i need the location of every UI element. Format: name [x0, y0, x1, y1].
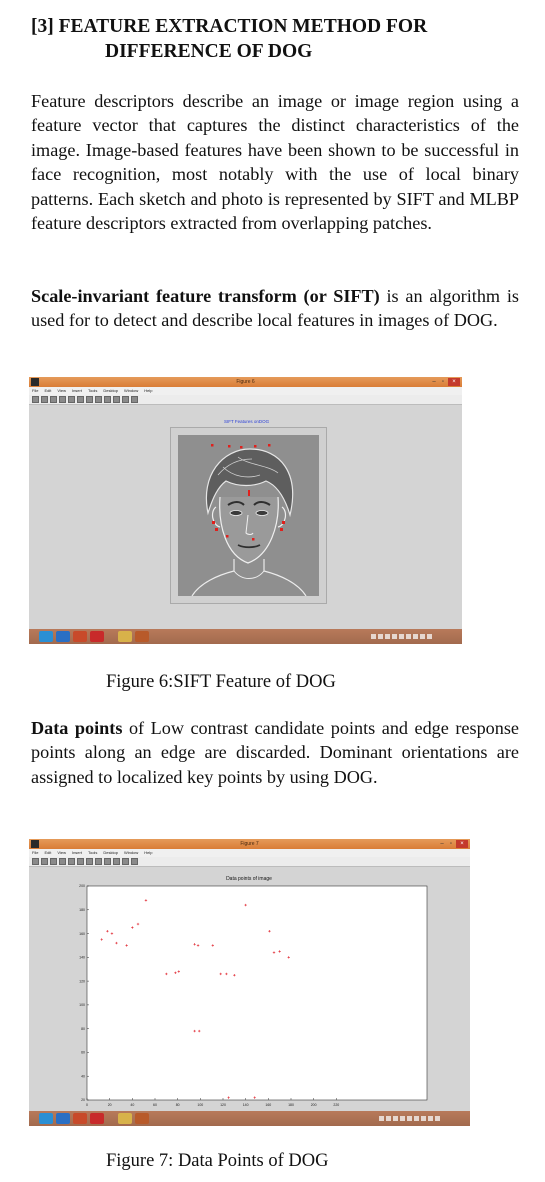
menu-insert[interactable]: Insert: [71, 850, 82, 855]
x-tick-label: 100: [197, 1103, 204, 1107]
taskbar-clock: [458, 631, 459, 641]
pdf-icon[interactable]: [90, 1113, 104, 1124]
menu-insert[interactable]: Insert: [71, 388, 82, 393]
data-cursor-icon[interactable]: [113, 858, 120, 865]
x-tick-label: 80: [175, 1103, 180, 1107]
ie-icon[interactable]: [39, 631, 53, 642]
menu-file[interactable]: File: [32, 388, 39, 393]
colorbar-icon[interactable]: [122, 396, 129, 403]
figure6-menubar: [29, 387, 462, 395]
menu-help[interactable]: Help: [144, 388, 153, 393]
save-icon[interactable]: [50, 396, 57, 403]
figure6-plot-title: SIFT Features onDOG: [224, 419, 270, 424]
menu-window[interactable]: Window: [124, 850, 139, 855]
data-cursor-icon[interactable]: [113, 396, 120, 403]
figure7-caption: Figure 7: Data Points of DOG: [106, 1151, 329, 1171]
figure7-window-title: Figure 7: [240, 841, 259, 847]
x-tick-label: 60: [153, 1103, 157, 1107]
x-tick-label: 0: [86, 1103, 88, 1107]
y-tick-label: 40: [81, 1074, 85, 1079]
media-icon[interactable]: [73, 1113, 87, 1124]
section-heading-line1: [3] FEATURE EXTRACTION METHOD FOR: [31, 16, 428, 37]
media-icon[interactable]: [73, 631, 87, 642]
open-icon[interactable]: [41, 396, 48, 403]
section-heading-line2: DIFFERENCE OF DOG: [105, 41, 313, 62]
pointer-icon[interactable]: [68, 396, 75, 403]
x-tick-label: 20: [107, 1103, 112, 1107]
menu-file[interactable]: File: [32, 850, 39, 855]
y-tick-label: 20: [81, 1098, 85, 1103]
folder-icon[interactable]: [118, 1113, 132, 1124]
sift-face-image: [178, 435, 319, 596]
y-tick-label: 80: [81, 1026, 85, 1031]
menu-tools[interactable]: Tools: [87, 850, 98, 855]
zoom-out-icon[interactable]: [86, 396, 93, 403]
legend-icon[interactable]: [131, 858, 138, 865]
pan-icon[interactable]: [95, 396, 102, 403]
y-tick-label: 120: [79, 979, 85, 984]
sift-term: Scale-invariant feature transform (or SIFT): [31, 286, 380, 306]
taskbar-clock: [466, 1113, 467, 1123]
rotate-icon[interactable]: [104, 858, 111, 865]
print-icon[interactable]: [59, 858, 66, 865]
menu-help[interactable]: Help: [144, 850, 153, 855]
save-icon[interactable]: [50, 858, 57, 865]
x-tick-label: 220: [333, 1103, 340, 1107]
paragraph-feature-descriptors: Feature descriptors describe an image or image region using a feature vector that captures the distinct characteristics of the image. Image-based features have been shown to be successful in face recognition, most notably with the use of local binary patterns. Each sketch and photo is represented by SIFT and MLBP feature descriptors extracted from overlapping patches.: [31, 91, 519, 234]
folder-icon[interactable]: [118, 631, 132, 642]
section-heading: [31, 14, 521, 64]
zoom-in-icon[interactable]: [77, 858, 84, 865]
figure6-caption: Figure 6:SIFT Feature of DOG: [106, 672, 336, 692]
menu-view[interactable]: View: [57, 388, 66, 393]
y-tick-label: 200: [79, 884, 85, 889]
colorbar-icon[interactable]: [122, 858, 129, 865]
figure7-menubar: [29, 849, 470, 857]
close-icon[interactable]: ×: [456, 840, 468, 848]
menu-view[interactable]: View: [57, 850, 66, 855]
legend-icon[interactable]: [131, 396, 138, 403]
figure6-window-title: Figure 6: [236, 379, 255, 385]
skype-icon[interactable]: [56, 1113, 70, 1124]
system-tray: [371, 634, 432, 639]
close-icon[interactable]: ×: [448, 378, 460, 386]
plot-area: [87, 886, 427, 1100]
system-tray: [379, 1116, 440, 1121]
menu-window[interactable]: Window: [124, 388, 139, 393]
x-tick-label: 120: [220, 1103, 226, 1107]
rotate-icon[interactable]: [104, 396, 111, 403]
sift-text: is an algorithm is used for to detect and describe local features in images of DOG.: [31, 286, 519, 331]
maximize-icon[interactable]: ▫: [441, 379, 445, 385]
y-tick-label: 100: [79, 1003, 85, 1008]
new-figure-icon[interactable]: [32, 858, 39, 865]
open-icon[interactable]: [41, 858, 48, 865]
paragraph-sift: [31, 284, 519, 333]
paragraph-data-points: [31, 716, 519, 789]
skype-icon[interactable]: [56, 631, 70, 642]
matlab-taskbar-icon[interactable]: [135, 631, 149, 642]
figure7-taskbar: [29, 1111, 470, 1126]
new-figure-icon[interactable]: [32, 396, 39, 403]
y-tick-label: 160: [79, 931, 85, 936]
sift-face-image-frame: [170, 427, 327, 604]
zoom-in-icon[interactable]: [77, 396, 84, 403]
zoom-out-icon[interactable]: [86, 858, 93, 865]
maximize-icon[interactable]: ▫: [449, 841, 453, 847]
y-tick-label: 180: [79, 907, 85, 912]
x-tick-label: 140: [242, 1103, 249, 1107]
y-tick-label: 140: [79, 955, 85, 960]
chart-title: Data points of image: [226, 876, 272, 882]
menu-edit[interactable]: Edit: [44, 850, 52, 855]
x-tick-label: 160: [265, 1103, 272, 1107]
menu-tools[interactable]: Tools: [87, 388, 98, 393]
pointer-icon[interactable]: [68, 858, 75, 865]
data-points-text: of Low contrast candidate points and edge response points along an edge are discarded. Dominant orientations are assigned to localized key points by using DOG.: [31, 718, 520, 787]
figure7-titlebar: [29, 839, 470, 849]
pdf-icon[interactable]: [90, 631, 104, 642]
menu-edit[interactable]: Edit: [44, 388, 52, 393]
x-tick-label: 40: [130, 1103, 135, 1107]
data-points-chart: [29, 866, 470, 1111]
figure7-window: [29, 839, 470, 1126]
figure6-window: [29, 377, 462, 644]
matlab-taskbar-icon[interactable]: [135, 1113, 149, 1124]
x-tick-label: 180: [288, 1103, 294, 1107]
menu-desktop[interactable]: Desktop: [103, 388, 119, 393]
pan-icon[interactable]: [95, 858, 102, 865]
x-tick-label: 200: [310, 1103, 317, 1107]
figure6-toolbar: [29, 395, 462, 405]
y-tick-label: 60: [81, 1050, 85, 1055]
data-points-term: Data points: [31, 718, 123, 738]
menu-desktop[interactable]: Desktop: [103, 850, 119, 855]
ie-icon[interactable]: [39, 1113, 53, 1124]
figure6-taskbar: [29, 629, 462, 644]
figure6-titlebar: [29, 377, 462, 387]
minimize-icon[interactable]: –: [440, 841, 444, 847]
minimize-icon[interactable]: –: [432, 379, 436, 385]
print-icon[interactable]: [59, 396, 66, 403]
